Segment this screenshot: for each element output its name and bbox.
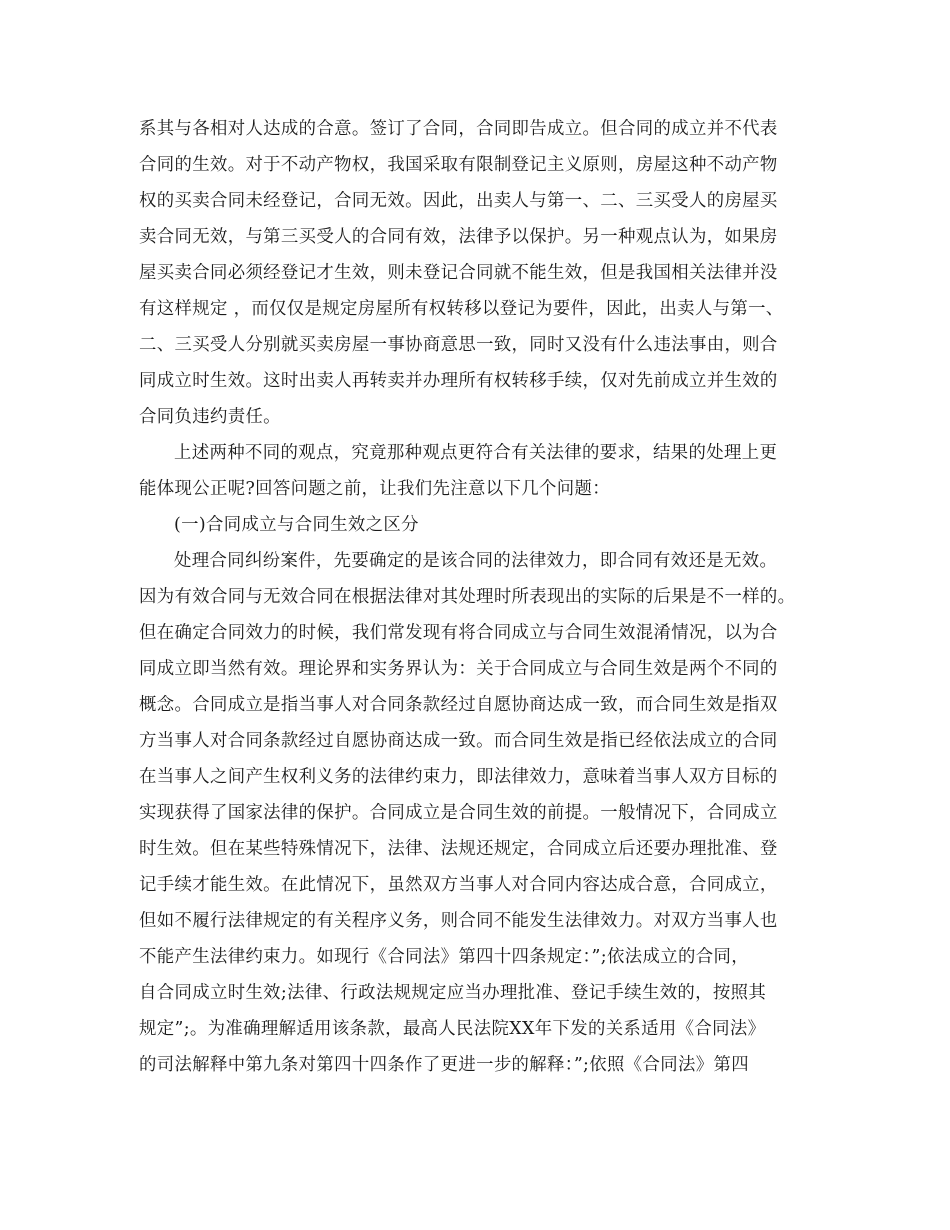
text-line: 合同的生效。对于不动产物权，我国采取有限制登记主义原则，房屋这种不动产物 <box>139 155 778 175</box>
text-line: 权的买卖合同未经登记，合同无效。因此，出卖人与第一、二、三买受人的房屋买 <box>139 191 778 211</box>
text-line: 记手续才能生效。在此情况下，虽然双方当事人对合同内容达成合意，合同成立， <box>139 875 778 895</box>
text-line: 的司法解释中第九条对第四十四条作了更进一步的解释：”;依照《合同法》第四 <box>139 1055 749 1075</box>
text-line: 自合同成立时生效;法律、行政法规规定应当办理批准、登记手续生效的，按照其 <box>139 983 767 1003</box>
text-line: 不能产生法律约束力。如现行《合同法》第四十四条规定：”;依法成立的合同， <box>139 947 749 967</box>
text-line: 二、三买受人分别就买卖房屋一事协商意思一致，同时又没有什么违法事由，则合 <box>139 335 778 355</box>
text-line: 有这样规定 ，而仅仅是规定房屋所有权转移以登记为要件，因此，出卖人与第一、 <box>139 299 784 319</box>
text-line: 在当事人之间产生权利义务的法律约束力，即法律效力，意味着当事人双方目标的 <box>139 767 778 787</box>
paragraph-first-line: 处理合同纠纷案件，先要确定的是该合同的法律效力，即合同有效还是无效。 <box>174 551 778 571</box>
text-line: 概念。合同成立是指当事人对合同条款经过自愿协商达成一致，而合同生效是指双 <box>139 695 778 715</box>
text-line: 方当事人对合同条款经过自愿协商达成一致。而合同生效是指已经依法成立的合同 <box>139 731 778 751</box>
text-line: 因为有效合同与无效合同在根据法律对其处理时所表现出的实际的后果是不一样的。 <box>139 587 796 607</box>
text-line: 规定”;。为准确理解适用该条款，最高人民法院XX年下发的关系适用《合同法》 <box>139 1019 766 1039</box>
text-line: 实现获得了国家法律的保护。合同成立是合同生效的前提。一般情况下，合同成立 <box>139 803 778 823</box>
paragraph-first-line: 上述两种不同的观点，究竟那种观点更符合有关法律的要求，结果的处理上更 <box>174 443 778 463</box>
text-line: 卖合同无效，与第三买受人的合同有效，法律予以保护。另一种观点认为，如果房 <box>139 227 778 247</box>
text-line: 能体现公正呢?回答问题之前，让我们先注意以下几个问题： <box>139 479 610 499</box>
text-line: 同成立即当然有效。理论界和实务界认为：关于合同成立与合同生效是两个不同的 <box>139 659 778 679</box>
text-line: 但在确定合同效力的时候，我们常发现有将合同成立与合同生效混淆情况，以为合 <box>139 623 778 643</box>
text-line: 屋买卖合同必须经登记才生效，则未登记合同就不能生效，但是我国相关法律并没 <box>139 263 778 283</box>
text-line: 系其与各相对人达成的合意。签订了合同，合同即告成立。但合同的成立并不代表 <box>139 119 778 139</box>
text-line: 时生效。但在某些特殊情况下，法律、法规还规定，合同成立后还要办理批准、登 <box>139 839 778 859</box>
text-line: 同成立时生效。这时出卖人再转卖并办理所有权转移手续，仅对先前成立并生效的 <box>139 371 778 391</box>
text-line: 但如不履行法律规定的有关程序义务，则合同不能发生法律效力。对双方当事人也 <box>139 911 778 931</box>
section-heading: (一)合同成立与合同生效之区分 <box>174 515 419 535</box>
text-line: 合同负违约责任。 <box>139 407 281 427</box>
